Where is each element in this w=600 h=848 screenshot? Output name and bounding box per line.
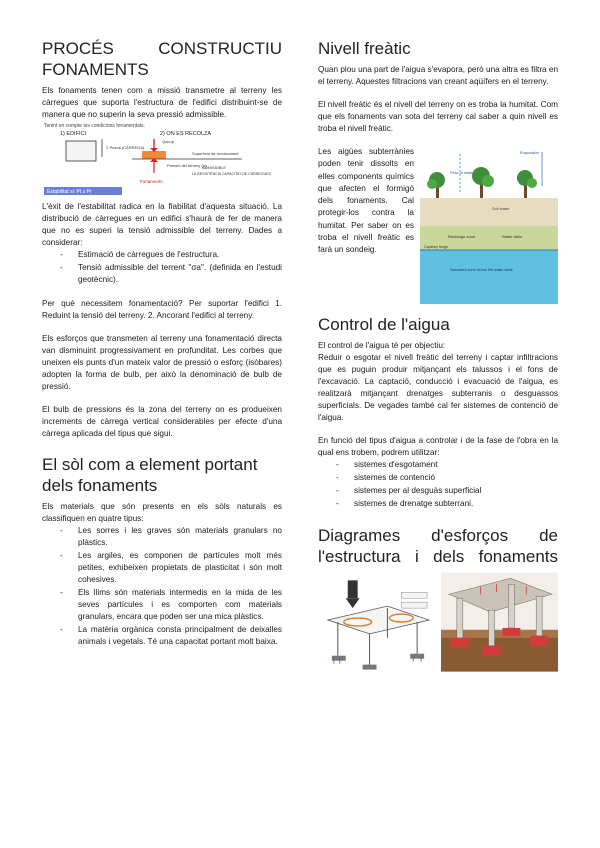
list-item: - Les argiles, es componen de partícules molt més petites, exhibeixen propietats de plasticitat i són molt cohesives. xyxy=(78,550,282,586)
systems-intro-paragraph: En funció del tipus d'aigua a controlar i de la fase de l'obra en la qual ens trobem, podrem utilitzar: xyxy=(318,436,558,457)
foundation-block xyxy=(142,151,166,159)
label-flow: Flow of water xyxy=(450,170,474,175)
list-item: - Tensió admissible del terrent "σa". (definida en l'estudi geotècnic). xyxy=(78,262,282,286)
load-transfer-figure xyxy=(42,121,282,195)
label-edifici: 1) EDIFICI xyxy=(60,131,86,137)
label-recharge: Recharge zone xyxy=(448,234,476,239)
water-table-figure xyxy=(420,146,558,304)
list-item: - sistemes per al desguàs superficial xyxy=(354,485,558,497)
considerations-list xyxy=(42,249,282,286)
intro-paragraph: Els fonaments tenen com a missió transmetre al terreny les càrregues que suporta l'estructura de l'edifici distribuint-se de manera que no superin la seva pressió admissible. xyxy=(42,86,282,119)
saturated-layer xyxy=(420,250,558,304)
figure-caption: Tenint en compte les condicions fonamentals. xyxy=(44,123,145,129)
pressure-bulb-paragraph: Els esforços que transmeten al terreny una fonamentació directa van disminuint progressivament en profunditat. Les corbes que uneixen els punts d'un mateix valor de pressió o esforç (isòbares) adopten la forma de bulb, per això la denominació de bulb de pressió. xyxy=(42,334,282,391)
list-item: - La matèria orgànica consta principalment de deixalles animals i vegetals. Té una capacitat portant molt baixa. xyxy=(78,624,282,648)
list-item: - Els llims són materials intermedis en la mida de les seves partícules i es comporten com materials granulars, encara que poden ser una mica plàstics. xyxy=(78,587,282,623)
label-quirup: Quirup xyxy=(162,139,175,144)
rain-paragraph: Quan plou una part de l'aigua s'evapora, però una altra es filtra en el terreny. Aquestes filtracions van creant aqüífers en el terreny. xyxy=(318,65,558,86)
stability-paragraph: L'èxit de l'estabilitat radica en la fiabilitat d'aquesta situació. La distribució de càrregues en un edifici s'haurà de fer de manera que no es superi la tensió admissible del terreny. Dades a considerar: xyxy=(42,202,282,247)
section-title-water-table: Nivell freàtic xyxy=(318,39,411,58)
soil-intro-paragraph: Els materials que són presents en els sòls naturals es classifiquen en quatre tipus: xyxy=(42,502,282,523)
label-capillary: Capillary fringe xyxy=(424,245,448,249)
section-title-diagrams: Diagrames d'esforços de l'estructura i dels fonaments xyxy=(318,526,558,566)
building-block xyxy=(66,141,96,161)
groundwater-block xyxy=(318,146,558,304)
list-item: - sistemes de contenció xyxy=(354,472,558,484)
soil-types-list xyxy=(42,525,282,648)
list-item: - Les sorres i les graves són materials granulars no plàstics. xyxy=(78,525,282,549)
bulb-definition-paragraph: El bulb de pressions és la zona del terreny on es produeixen increments de càrrega vertical considerables per efecte d'una càrrega aplicada del tipus que sigui. xyxy=(42,405,282,438)
groundwater-paragraph: Les aigües subterrànies poden tenir dissolts en elles components químics que afecten el formigó dels fonaments. Cal protegir-los contra la humitat. Per saber on es troba el nivell freàtic es farà un sondeig. xyxy=(318,147,414,255)
section-title-soil: El sòl com a element portant dels fonaments xyxy=(42,455,258,495)
label-evaporation: Evaporation xyxy=(520,151,540,155)
list-item: - sistemes d'esgotament xyxy=(354,459,558,471)
page-title: PROCÉS CONSTRUCTIU FONAMENTS xyxy=(42,39,282,79)
label-pesos: Σ Pesos (CÀRREGA) xyxy=(106,145,145,150)
water-systems-list xyxy=(318,459,558,510)
foundation-3d-figure xyxy=(441,572,558,672)
label-on-es-recolza: 2) ON ES RECOLZA xyxy=(160,131,212,137)
label-resistencia: LA RESISTÈNCIA CAPACITAT DE CÀRREGUES xyxy=(192,172,272,176)
soil-layer xyxy=(420,198,558,226)
list-item: - Estimació de càrregues de l'estructura. xyxy=(78,249,282,261)
diagrams-row xyxy=(318,572,558,672)
section-title-water-control: Control de l'aigua xyxy=(318,315,450,334)
list-item: - sistemes de drenatge subterrani. xyxy=(354,498,558,510)
label-water-table: Water table xyxy=(502,234,523,239)
label-saturated: Saturated zone below the water table xyxy=(450,268,513,272)
label-fonaments: Fonaments xyxy=(140,179,163,184)
right-column xyxy=(318,38,558,672)
label-soil-water: Soil water xyxy=(492,206,510,211)
why-foundation-paragraph: Per què necessitem fonamentació? Per suportar l'edifici 1. Reduint la tensió del terreny. 2. Ancorant l'edifici al terreny. xyxy=(42,299,282,320)
label-pressio: Pressió del terreny (σ) xyxy=(167,163,207,168)
label-formula: Estabilitat si: Pt ≥ Pr xyxy=(47,189,92,195)
control-objective: El control de l'aigua té per objectiu: xyxy=(318,341,446,350)
left-column xyxy=(42,38,282,649)
label-admissible: ADMISSIBLE xyxy=(202,165,227,170)
force-diagram-figure xyxy=(318,572,435,672)
label-superficie: Superfície de recolzament xyxy=(192,151,239,156)
control-paragraph: Reduir o esgotar el nivell freàtic del terreny i captar infiltracions que es puguin produir mitjançant els talussos i el fons de l'excavació. La captació, conducció i evacuació de l'aigua, es realitzarà mitjançant drenatges subterranis o desguassos superficials. De vegades també cal fer sistemes de contenció de l'aigua. xyxy=(318,353,558,422)
water-table-paragraph: El nivell freàtic és el nivell del terreny on es troba la humitat. Com que els fonaments van sota del terreny cal saber a quin nivell es troba el nivell freàtic. xyxy=(318,100,558,133)
